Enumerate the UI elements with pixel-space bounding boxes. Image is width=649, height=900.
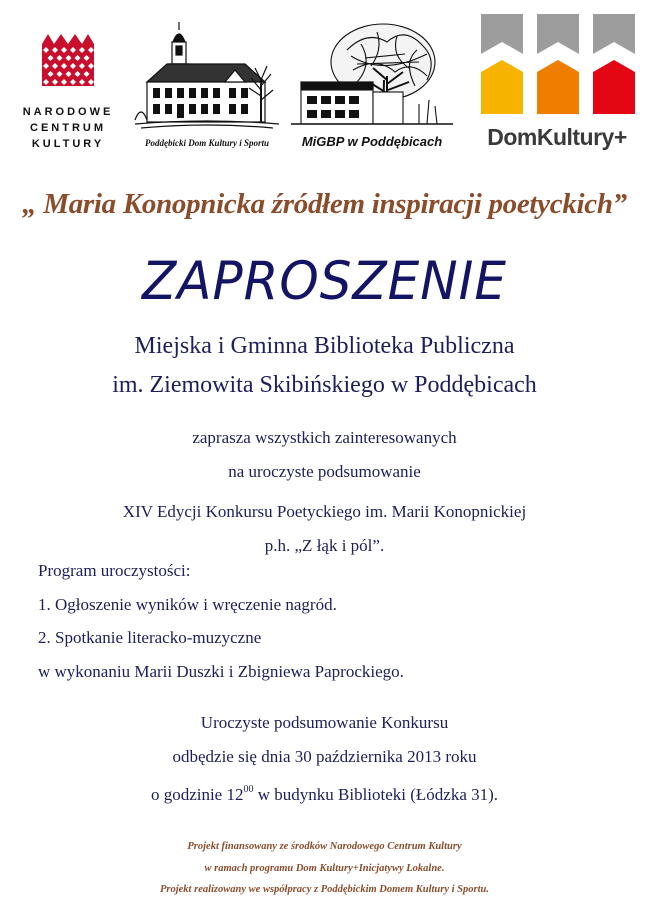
logo-nck-line: CENTRUM [30, 122, 106, 134]
program-item: 2. Spotkanie literacko-muzyczne [38, 628, 262, 647]
footer-line: w ramach programu Dom Kultury+Inicjatywy Lokalne. [204, 863, 445, 874]
invitation-title: ZAPROSZENIE [141, 250, 508, 312]
logo-migbp [287, 20, 457, 155]
logo-migbp-caption: MiGBP w Poddębicach [301, 134, 443, 149]
logo-narodowe-centrum-kultury [18, 24, 118, 154]
building-icon [133, 20, 281, 132]
summary-line: odbędzie się dnia 30 października 2013 roku [172, 747, 477, 766]
library-tree-icon [287, 20, 457, 132]
houses-icon [473, 14, 641, 118]
logo-nck-line: KULTURY [31, 138, 105, 150]
footer-line: Projekt finansowany ze środków Narodowego Centrum Kultury [187, 841, 462, 852]
intro-line: na uroczyste podsumowanie [228, 462, 421, 481]
footer-line: Projekt realizowany we współpracy z Poddębickim Domem Kultury i Sportu. [159, 884, 489, 895]
summary-time-minutes: 00 [243, 784, 254, 795]
summary-time-suffix: w budynku Biblioteki (Łódzka 31). [253, 785, 499, 804]
logo-pdk-caption: Poddębicki Dom Kultury i Sportu [144, 138, 269, 148]
crown-icon [18, 24, 118, 90]
program-heading: Program uroczystości: [38, 561, 191, 580]
program-item: 1. Ogłoszenie wyników i wręczenie nagród. [38, 595, 337, 614]
program-item: w wykonaniu Marii Duszki i Zbigniewa Paprockiego. [38, 662, 404, 681]
summary-time-line [0, 784, 649, 805]
intro-line: zaprasza wszystkich zainteresowanych [192, 428, 457, 447]
logo-poddebicki-dom-kultury [133, 20, 281, 150]
organizer-line: Miejska i Gminna Biblioteka Publiczna [134, 333, 515, 359]
headline: „ Maria Konopnicka źródłem inspiracji poetyckich” [22, 188, 627, 220]
logo-nck-line: NARODOWE [22, 106, 114, 118]
logo-dk-caption: DomKultury+ [487, 124, 627, 150]
organizer-line: im. Ziemowita Skibińskiego w Poddębicach [112, 372, 537, 398]
summary-time-prefix: o godzinie 12 [150, 785, 244, 804]
intro-line: p.h. „Z łąk i pól”. [264, 536, 385, 555]
summary-line: Uroczyste podsumowanie Konkursu [200, 713, 449, 732]
logo-dom-kultury-plus [473, 14, 641, 164]
intro-line: XIV Edycji Konkursu Poetyckiego im. Marii Konopnickiej [122, 502, 527, 521]
